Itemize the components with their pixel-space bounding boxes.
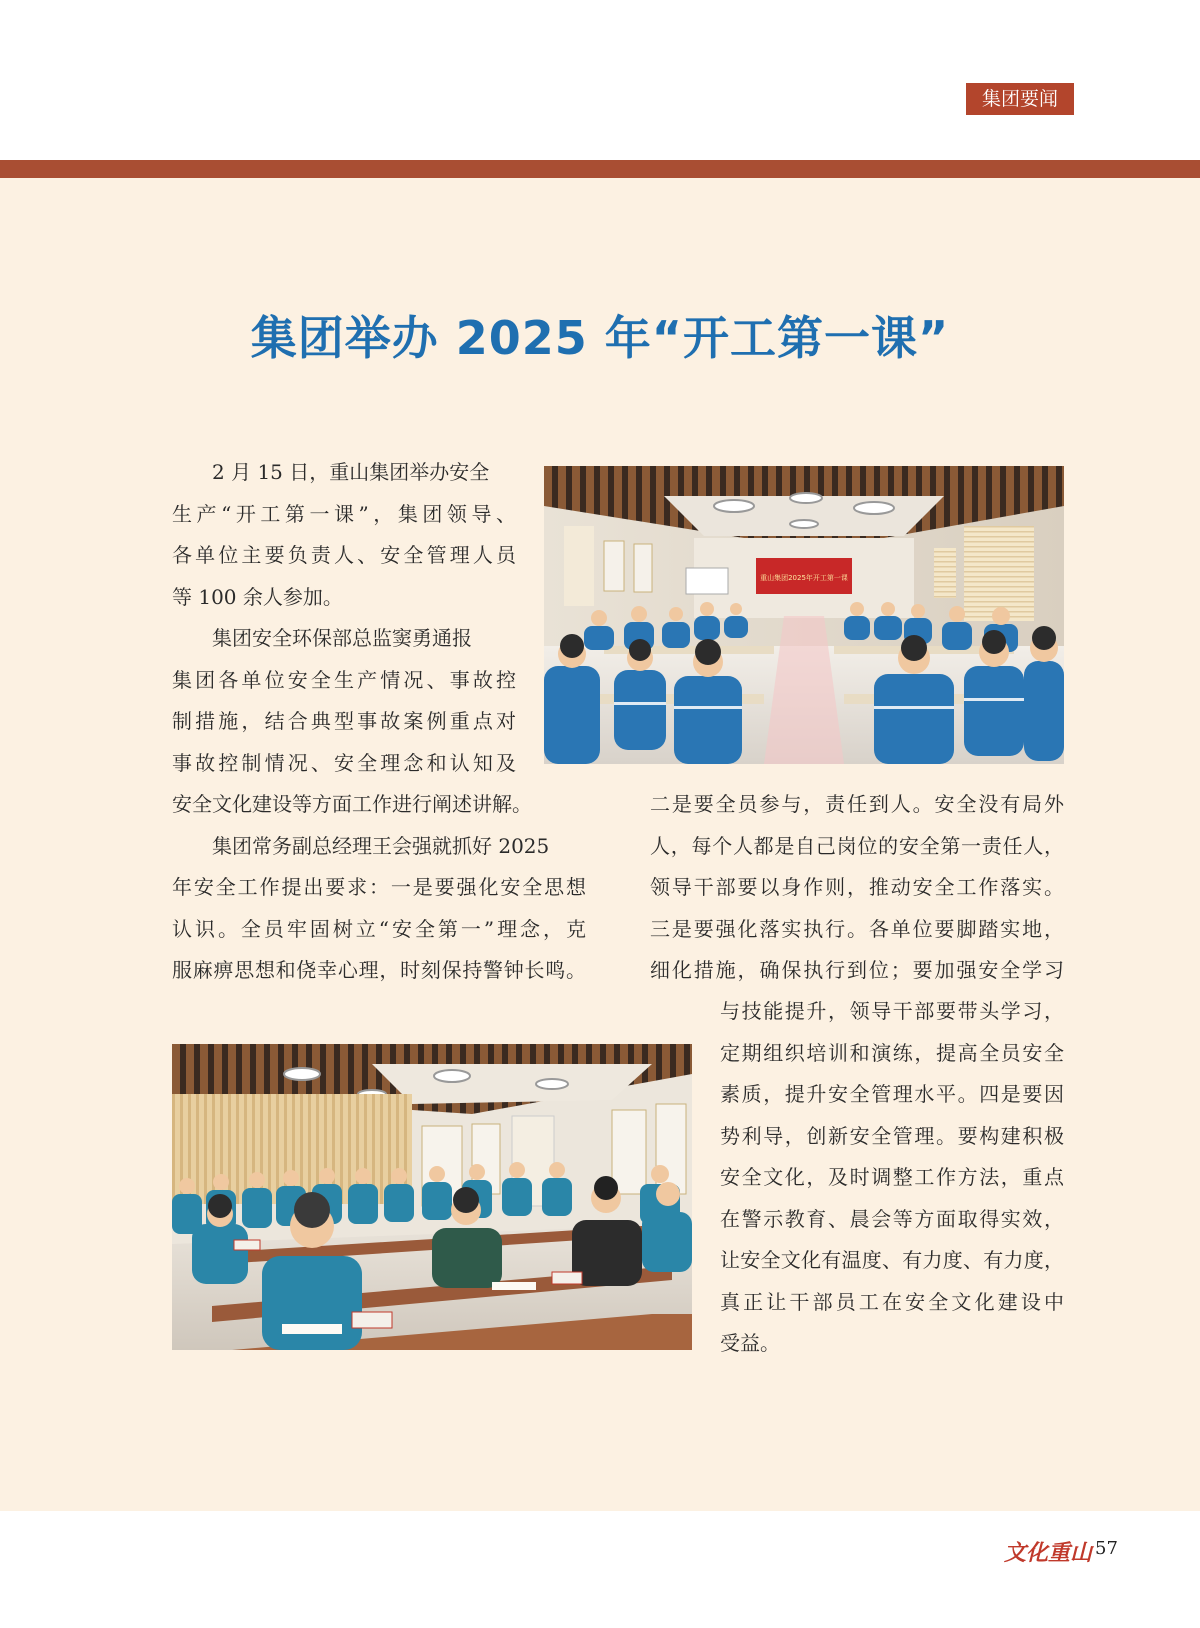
screen-caption: 重山集团2025年开工第一课 <box>760 574 848 582</box>
text-line: 年安全工作提出要求：一是要强化安全思想 <box>172 875 586 899</box>
page-number: 57 <box>1095 1538 1118 1559</box>
col1-wide-text <box>172 784 586 992</box>
text-line: 集团各单位安全生产情况、事故控 <box>172 667 516 692</box>
magazine-logo: 文化重山 <box>1004 1540 1093 1566</box>
col1-narrow-text <box>172 452 516 784</box>
text-line: 安全文化建设等方面工作进行阐述讲解。 <box>172 792 532 816</box>
text-line: 生产“开工第一课”，集团领导、 <box>172 501 516 526</box>
text-line: 服麻痹思想和侥幸心理，时刻保持警钟长鸣。 <box>172 958 586 982</box>
training-room-photo-1 <box>544 466 1064 764</box>
col2-narrow-text <box>720 991 1064 1365</box>
col2-wide-text <box>650 784 1064 992</box>
text-line: 在警示教育、晨会等方面取得实效， <box>720 1206 1064 1231</box>
text-line: 二是要全员参与，责任到人。安全没有局外 <box>650 792 1064 816</box>
text-line: 认识。全员牢固树立“安全第一”理念，克 <box>172 916 586 941</box>
text-line: 人，每个人都是自己岗位的安全第一责任人， <box>650 833 1064 858</box>
text-line: 领导干部要以身作则，推动安全工作落实。 <box>650 875 1064 899</box>
text-line: 2 月 15 日，重山集团举办安全 <box>212 460 490 484</box>
text-line: 制措施，结合典型事故案例重点对 <box>172 709 516 733</box>
text-line: 定期组织培训和演练，提高全员安全 <box>720 1040 1064 1065</box>
text-line: 势利导，创新安全管理。要构建积极 <box>720 1123 1064 1148</box>
text-line: 细化措施，确保执行到位；要加强安全学习 <box>650 958 1064 982</box>
text-line: 事故控制情况、安全理念和认知及 <box>172 750 516 775</box>
text-line: 让安全文化有温度、有力度、有力度， <box>720 1248 1064 1272</box>
training-room-photo-2 <box>172 1044 692 1350</box>
header-band <box>0 160 1200 178</box>
article-title: 集团举办 2025 年“开工第一课” <box>250 311 950 365</box>
text-line: 安全文化，及时调整工作方法，重点 <box>720 1165 1064 1189</box>
text-line: 受益。 <box>720 1331 780 1355</box>
text-line: 真正让干部员工在安全文化建设中 <box>720 1289 1064 1314</box>
text-line: 与技能提升，领导干部要带头学习， <box>720 999 1064 1023</box>
section-tag: 集团要闻 <box>966 83 1074 115</box>
text-line: 集团安全环保部总监窦勇通报 <box>212 626 472 650</box>
text-line: 集团常务副总经理王会强就抓好 2025 <box>212 833 550 858</box>
text-line: 各单位主要负责人、安全管理人员 <box>172 543 516 567</box>
text-line: 素质，提升安全管理水平。四是要因 <box>720 1082 1064 1106</box>
text-line: 等 100 余人参加。 <box>172 584 343 609</box>
text-line: 三是要强化落实执行。各单位要脚踏实地， <box>650 916 1064 941</box>
